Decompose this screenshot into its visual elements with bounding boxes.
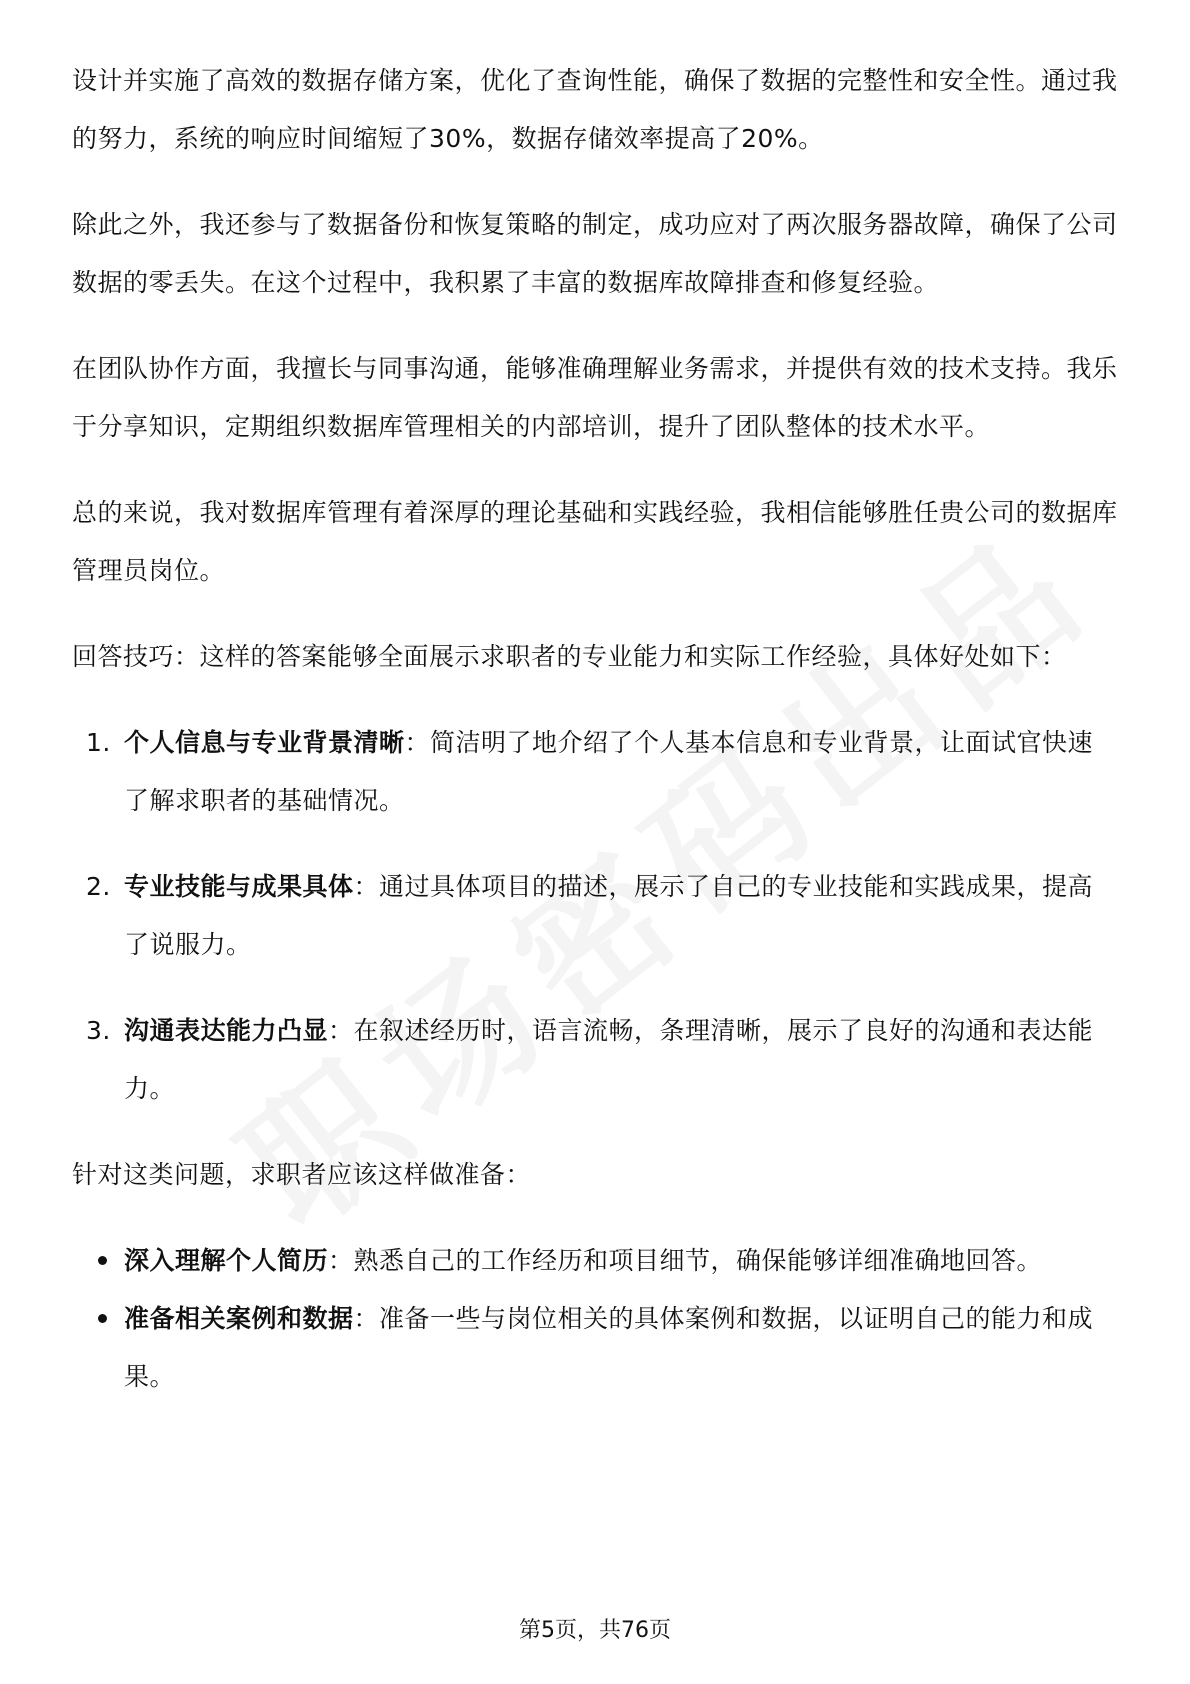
benefits-list — [72, 714, 1118, 1118]
list-item — [72, 714, 1118, 830]
list-item-title: 个人信息与专业背景清晰 — [124, 728, 405, 757]
list-item-text: ：在叙述经历时，语言流畅，条理清晰，展示了良好的沟通和表达能力。 — [124, 1016, 1094, 1103]
bullet-icon — [98, 1256, 107, 1265]
bullet-icon — [98, 1314, 107, 1323]
list-item-title: 沟通表达能力凸显 — [124, 1016, 329, 1045]
list-number: 2. — [86, 872, 111, 901]
list-item-title: 专业技能与成果具体 — [124, 872, 354, 901]
paragraph-tips: 回答技巧：这样的答案能够全面展示求职者的专业能力和实际工作经验，具体好处如下： — [72, 642, 1067, 671]
list-item-text: ：熟悉自己的工作经历和项目细节，确保能够详细准确地回答。 — [328, 1246, 1043, 1275]
page-number: 第5页，共76页 — [519, 1618, 671, 1643]
list-item — [72, 1290, 1118, 1406]
paragraph-prep-intro: 针对这类问题，求职者应该这样做准备： — [72, 1160, 532, 1189]
paragraph-backup: 除此之外，我还参与了数据备份和恢复策略的制定，成功应对了两次服务器故障，确保了公司数据的零丢失。在这个过程中，我积累了丰富的数据库故障排查和修复经验。 — [72, 210, 1118, 297]
list-item-text: ：简洁明了地介绍了个人基本信息和专业背景，让面试官快速了解求职者的基础情况。 — [124, 728, 1094, 815]
list-item-title: 深入理解个人简历 — [124, 1246, 329, 1275]
list-item — [72, 1002, 1118, 1118]
paragraph-teamwork: 在团队协作方面，我擅长与同事沟通，能够准确理解业务需求，并提供有效的技术支持。我乐于分享知识，定期组织数据库管理相关的内部培训，提升了团队整体的技术水平。 — [72, 354, 1118, 441]
list-number: 1. — [86, 728, 111, 757]
paragraph-summary: 总的来说，我对数据库管理有着深厚的理论基础和实践经验，我相信能够胜任贵公司的数据库管理员岗位。 — [72, 498, 1118, 585]
list-item — [72, 858, 1118, 974]
list-item-text: ：通过具体项目的描述，展示了自己的专业技能和实践成果，提高了说服力。 — [124, 872, 1094, 959]
list-item — [72, 1232, 1118, 1290]
paragraph-storage: 设计并实施了高效的数据存储方案，优化了查询性能，确保了数据的完整性和安全性。通过我的努力，系统的响应时间缩短了30%，数据存储效率提高了20%。 — [72, 66, 1118, 153]
document-body — [72, 52, 1118, 1434]
list-number: 3. — [86, 1016, 111, 1045]
list-item-text: ：准备一些与岗位相关的具体案例和数据，以证明自己的能力和成果。 — [124, 1304, 1094, 1391]
prep-list — [72, 1232, 1118, 1406]
list-item-title: 准备相关案例和数据 — [124, 1304, 354, 1333]
